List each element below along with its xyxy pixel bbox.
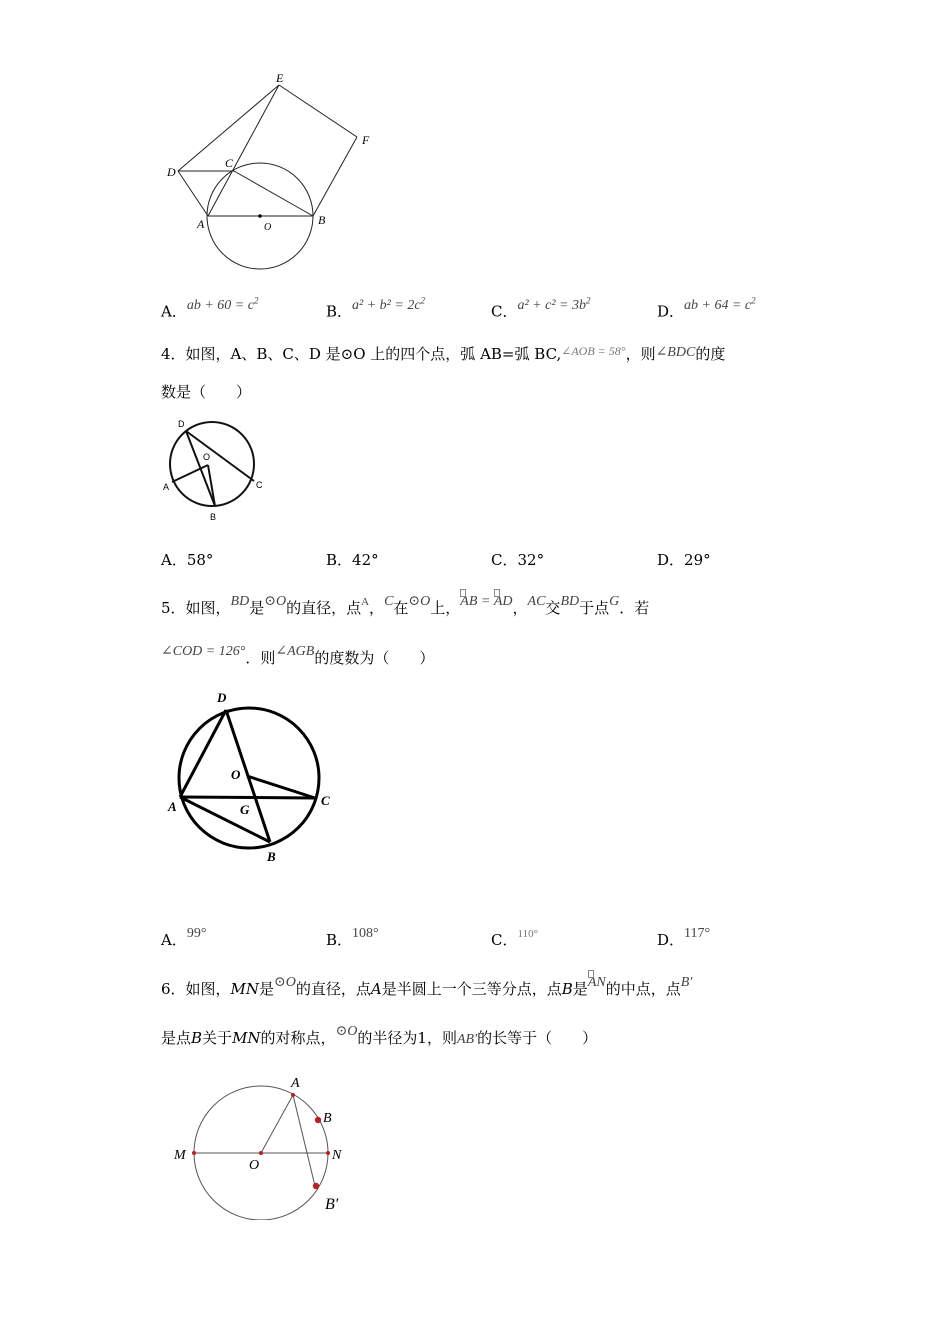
q3-option-a [161,295,259,324]
q6-l2-one: 1 [417,1029,427,1047]
q5-t-is: 是 [249,599,265,617]
q3-label-c: C [225,156,234,170]
q6-point-a [291,1093,295,1097]
q5-prefix: 5．如图， [161,599,231,617]
q6-label-m: M [174,1148,186,1163]
q5-math-eq: = [477,594,494,609]
q5-option-a [161,926,207,952]
q4-figure [158,414,268,528]
q5-option-c [491,930,538,952]
q6-l1-c: 的直径，点 [295,980,371,998]
q5-option-c-value: 110° [517,928,538,940]
q6-l2-abprime: AB′ [456,1032,478,1047]
q5-t-jiao: 交 [545,599,561,617]
q5-label-b: B [267,849,276,864]
q5-label-o: O [231,767,241,782]
q4-line-1 [161,344,725,366]
q3-line-ae [208,85,279,216]
q5-math-bd-2: BD [560,594,580,609]
q4-option-d [657,550,711,570]
q4-math-aob: ∠AOB = 58° [561,344,626,358]
q5-t-diam: 的直径，点 [286,599,362,617]
q5-t-ruo: ．若 [619,599,650,617]
q6-point-o [259,1151,263,1155]
q4-line-2 [161,382,251,402]
q6-point-bprime [313,1183,319,1189]
q5-option-d-letter: D． [657,931,685,949]
q6-geometry-svg [168,1070,368,1220]
q5-line-oc [247,776,315,798]
q6-l2-f: 的长等于（ ） [477,1029,598,1047]
q6-line-oa [261,1095,293,1153]
q3-line-ef [279,85,357,137]
q3-label-a: A [197,217,205,231]
q3-label-e: E [276,71,284,85]
q5-t-sep: ， [369,599,385,617]
q6-figure [168,1070,368,1220]
q3-option-c [491,295,591,324]
q5-line-da [180,710,226,797]
q4-label-c: C [256,480,263,490]
q5-label-c: C [321,793,330,808]
q5-line-ac [180,797,315,798]
q4-geometry-svg [158,414,268,528]
q6-l1-a: 6．如图， [161,980,231,998]
q5-math-c: C [384,594,394,609]
q4-option-d-value: 29° [684,551,711,569]
q3-center-dot [258,214,262,218]
q5-t-yudian: 于点 [579,599,610,617]
q3-option-c-expr: a² + c² = 3b [517,297,586,313]
q6-l1-b: 是 [259,980,275,998]
q3-option-d-expr: ab + 64 = c [684,297,752,313]
q5-label-d: D [217,690,227,705]
q5-option-d-value: 117° [684,926,711,941]
q4-text-2: ，则 [625,345,656,363]
q6-l2-mn: MN [232,1029,261,1047]
q6-l1-mn: MN [230,980,260,998]
q5-option-b-value: 108° [352,926,379,941]
q3-label-d: D [167,165,176,179]
q6-label-bprime: B′ [325,1196,339,1213]
q3-option-d [657,295,756,324]
q4-label-o: O [203,452,211,462]
q6-point-n [326,1151,330,1155]
q6-l2-e: ，则 [426,1029,457,1047]
q4-option-a-value: 58° [186,551,214,569]
q3-option-a-expr: ab + 60 = c [186,297,254,313]
q3-label-f: F [362,133,370,147]
q5-math-circle-2: ⊙O [408,594,431,609]
q5-option-a-letter: A． [161,931,187,949]
q4-text-1: 4．如图，A、B、C、D 是⊙O 上的四个点，弧 AB=弧 BC, [161,345,562,363]
q4-text-line2: 数是（ ） [161,383,252,401]
q6-label-o: O [249,1158,260,1173]
q3-line-da [178,171,208,216]
q6-l1-f: 的中点，点 [605,980,681,998]
q5-math-g: G [609,594,620,609]
q6-label-n: N [332,1148,342,1163]
q4-label-b: B [210,512,217,522]
q6-point-b [315,1117,321,1123]
q6-l1-circle: ⊙O [274,975,296,990]
q5-label-a: A [168,799,177,814]
q3-option-d-sup: 2 [751,295,756,305]
q6-point-m [192,1151,196,1155]
q5-geometry-svg [160,684,350,869]
q3-option-b [326,295,426,324]
q6-l1-d: 是半圆上一个三等分点，点 [381,980,562,998]
q4-option-b [326,550,379,570]
q3-option-a-sup: 2 [253,295,259,305]
q3-option-b-letter: B． [326,302,353,321]
q4-line-ob [208,465,215,506]
q4-option-a [161,550,213,570]
q5-option-a-value: 99° [186,926,207,941]
q5-option-b [326,926,379,952]
q6-line-2 [161,1024,598,1050]
q5-math-bd: BD [230,594,250,609]
q5-label-g: G [240,802,250,817]
q6-l2-circle: ⊙O [335,1024,358,1039]
q6-label-a: A [291,1076,300,1091]
q6-l2-c: 的对称点， [260,1029,336,1047]
q3-label-o: O [264,222,272,233]
q6-l1-e: 是 [572,980,588,998]
q5-t-shang: 上， [430,599,461,617]
q5-t-tail: 的度数为（ ） [314,649,435,667]
q3-option-b-expr: a² + b² = 2c [352,297,421,313]
q3-option-d-letter: D． [657,302,685,321]
q3-option-c-letter: C． [491,302,518,321]
q6-l1-b-point: B [561,980,573,998]
q4-option-b-value: 42° [352,551,379,569]
q4-label-d: D [178,419,185,429]
q5-line-1 [161,594,650,620]
q6-l2-b-point: B [191,1029,203,1047]
q6-l2-a: 是点 [161,1029,192,1047]
q5-math-cod: ∠COD = 126° [161,644,246,659]
q4-math-bdc: ∠BDC [655,345,696,360]
q6-l2-b: 关于 [202,1029,233,1047]
q5-math-circle: ⊙O [264,594,287,609]
q3-option-a-letter: A． [161,302,187,321]
q6-l1-arc-an: AN [588,973,606,993]
q5-math-arc-ad: AD [494,592,513,612]
q3-label-b: B [318,213,326,227]
q4-option-a-letter: A． [161,551,187,569]
q6-line-1 [161,975,693,1001]
q3-figure [160,70,390,280]
q5-math-arc-ab: AB [460,592,477,612]
q4-option-d-letter: D． [657,551,685,569]
q3-geometry-svg [160,70,390,280]
q4-option-c [491,550,544,570]
q3-line-fb [313,137,357,216]
q5-line-2 [161,644,435,670]
q5-t-comma: ， [512,599,528,617]
q5-option-c-letter: C． [491,931,518,949]
q6-l1-bprime: B′ [680,975,693,990]
q6-label-b: B [323,1111,332,1126]
q3-line-cb [234,171,313,216]
q4-option-b-letter: B． [326,551,353,569]
q3-option-b-sup: 2 [420,295,426,305]
q5-math-a: A [361,596,370,608]
q5-option-d [657,926,711,952]
q5-option-b-letter: B． [326,931,353,949]
q6-l2-d: 的半径为 [357,1029,418,1047]
q5-math-ac: AC [527,594,546,609]
q4-label-a: A [163,482,170,492]
q6-l1-a-point: A [370,980,382,998]
q4-text-3: 的度 [695,345,726,363]
q5-t-ze: ．则 [245,649,276,667]
q4-option-c-value: 32° [517,551,545,569]
q5-math-agb: ∠AGB [275,644,315,659]
q3-option-c-sup: 2 [586,295,591,305]
q4-option-c-letter: C． [491,551,518,569]
q5-t-on: 在 [393,599,409,617]
q5-figure [160,684,350,869]
